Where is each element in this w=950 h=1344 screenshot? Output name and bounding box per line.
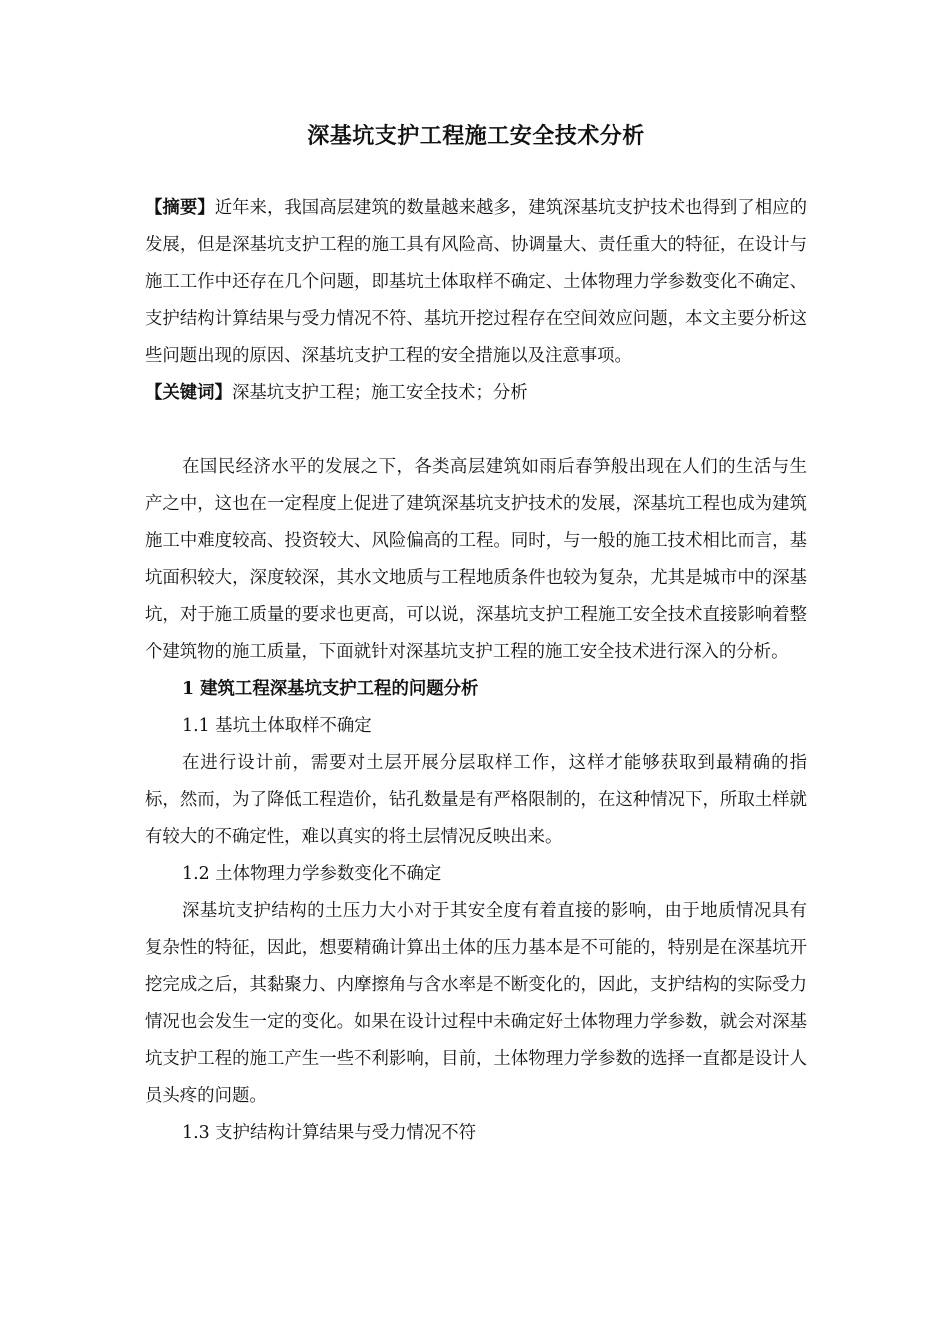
abstract-text: 近年来，我国高层建筑的数量越来越多，建筑深基坑支护技术也得到了相应的发展，但是深基坑支护工程的施工具有风险高、协调量大、责任重大的特征，在设计与施工工作中还存在几个问题，即基坑土体取样不确定、土体物理力学参数变化不确定、支护结构计算结果与受力情况不符、基坑开挖过程存在空间效应问题，本文主要分析这些问题出现的原因、深基坑支护工程的安全措施以及注意事项。 <box>145 198 807 366</box>
keywords-text: 深基坑支护工程；施工安全技术；分析 <box>231 383 528 403</box>
section-1-heading: 1 建筑工程深基坑支护工程的问题分析 <box>182 679 479 699</box>
section-1-2-paragraph: 深基坑支护结构的土压力大小对于其安全度有着直接的影响，由于地质情况具有复杂性的特征，因此，想要精确计算出土体的压力基本是不可能的，特别是在深基坑开挖完成之后，其黏聚力、内摩擦角与含水率是不断变化的，因此，支护结构的实际受力情况也会发生一定的变化。如果在设计过程中未确定好土体物理力学参数，就会对深基坑支护工程的施工产生一些不利影响，目前，土体物理力学参数的选择一直都是设计人员头疼的问题。 <box>145 901 807 1106</box>
section-spacer <box>145 412 807 449</box>
intro-paragraph: 在国民经济水平的发展之下，各类高层建筑如雨后春笋般出现在人们的生活与生产之中，这也在一定程度上促进了建筑深基坑支护技术的发展，深基坑工程也成为建筑施工中难度较高、投资较大、风险偏高的工程。同时，与一般的施工技术相比而言，基坑面积较大，深度较深，其水文地质与工程地质条件也较为复杂，尤其是城市中的深基坑，对于施工质量的要求也更高，可以说，深基坑支护工程施工安全技术直接影响着整个建筑物的施工质量，下面就针对深基坑支护工程的施工安全技术进行深入的分析。 <box>145 457 807 662</box>
section-1-1-heading: 1.1 基坑土体取样不确定 <box>182 716 372 736</box>
section-1-3-heading: 1.3 支护结构计算结果与受力情况不符 <box>182 1123 477 1143</box>
abstract-label: 【摘要】 <box>145 198 215 218</box>
keywords <box>145 375 807 412</box>
section-1-2-heading: 1.2 土体物理力学参数变化不确定 <box>182 864 442 884</box>
document-body <box>145 118 807 1152</box>
paper-title: 深基坑支护工程施工安全技术分析 <box>307 123 645 149</box>
keywords-label: 【关键词】 <box>145 383 232 403</box>
section-1-1-paragraph: 在进行设计前，需要对土层开展分层取样工作，这样才能够获取到最精确的指标，然而，为了降低工程造价，钻孔数量是有严格限制的，在这种情况下，所取土样就有较大的不确定性，难以真实的将土层情况反映出来。 <box>145 753 807 847</box>
abstract <box>145 190 807 375</box>
